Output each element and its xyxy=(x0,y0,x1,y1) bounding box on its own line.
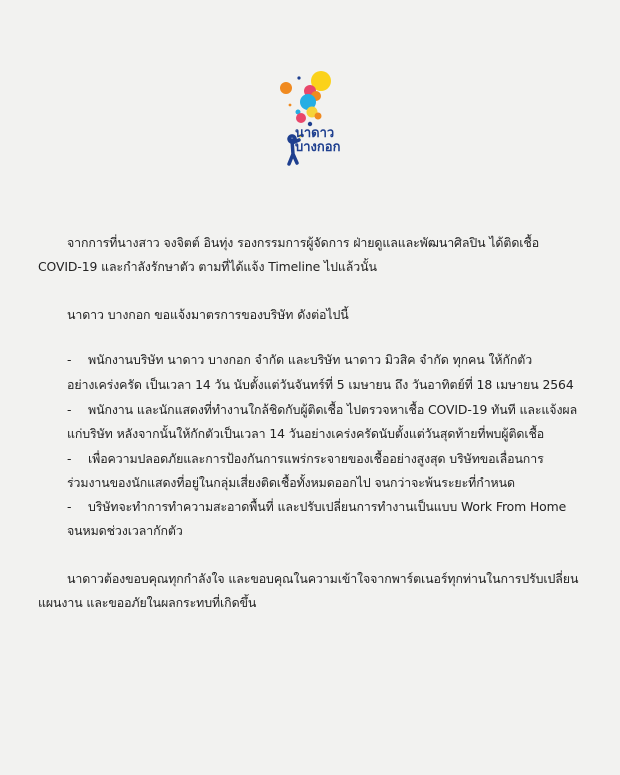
bullet-1-line-2: อย่างเคร่งครัด เป็นเวลา 14 วัน นับตั้งแต่วันจันทร์ที่ 5 เมษายน ถึง วันอาทิตย์ที่ 18 เมษายน 2564 xyxy=(67,377,574,392)
bullet-2-line-2: แก่บริษัท หลังจากนั้นให้กักตัวเป็นเวลา 14 วันอย่างเคร่งครัดนับตั้งแต่วันสุดท้ายที่พบผู้ติดเชื้อ xyxy=(67,426,545,441)
bullet-marker: - xyxy=(67,451,72,466)
closing-line-2: แผนงาน และขออภัยในผลกระทบที่เกิดขึ้น xyxy=(38,595,257,610)
intro-line-1: จากการที่นางสาว จงจิตต์ อินทุ่ง รองกรรมการผู้จัดการ ฝ่ายดูแลและพัฒนาศิลปิน ได้ติดเชื้อ xyxy=(67,235,540,250)
logo-text-line2: บางกอก xyxy=(295,140,341,155)
bullet-1-line-1: พนักงานบริษัท นาดาว บางกอก จำกัด และบริษัท นาดาว มิวสิค จำกัด ทุกคน ให้กักตัว xyxy=(88,352,533,367)
bullet-2-line-1: พนักงาน และนักแสดงที่ทำงานใกล้ชิดกับผู้ติดเชื้อ ไปตรวจหาเชื้อ COVID-19 ทันที และแจ้งผล xyxy=(88,402,578,417)
bullet-marker: - xyxy=(67,402,72,417)
closing-line-1: นาดาวต้องขอบคุณทุกกำลังใจ และขอบคุณในความเข้าใจจากพาร์ตเนอร์ทุกท่านในการปรับเปลี่ยน xyxy=(67,571,579,586)
logo-text-line1: นาดาว xyxy=(295,126,335,141)
bullet-3-line-1: เพื่อความปลอดภัยและการป้องกันการแพร่กระจายของเชื้ออย่างสูงสุด บริษัทขอเลื่อนการ xyxy=(88,451,544,466)
bullet-marker: - xyxy=(67,352,72,367)
bullet-marker: - xyxy=(67,499,72,514)
bullet-4-line-2: จนหมดช่วงเวลากักตัว xyxy=(67,523,183,538)
bullet-3-line-2: ร่วมงานของนักแสดงที่อยู่ในกลุ่มเสี่ยงติดเชื้อทั้งหมดออกไป จนกว่าจะพ้นระยะที่กำหนด xyxy=(67,475,515,490)
bullet-4-line-1: บริษัทจะทำการทำความสะอาดพื้นที่ และปรับเปลี่ยนการทำงานเป็นแบบ Work From Home xyxy=(88,499,567,514)
announce-line: นาดาว บางกอก ขอแจ้งมาตรการของบริษัท ดังต่อไปนี้ xyxy=(67,307,349,322)
intro-line-2: COVID-19 และกำลังรักษาตัว ตามที่ได้แจ้ง Timeline ไปแล้วนั้น xyxy=(38,259,377,274)
